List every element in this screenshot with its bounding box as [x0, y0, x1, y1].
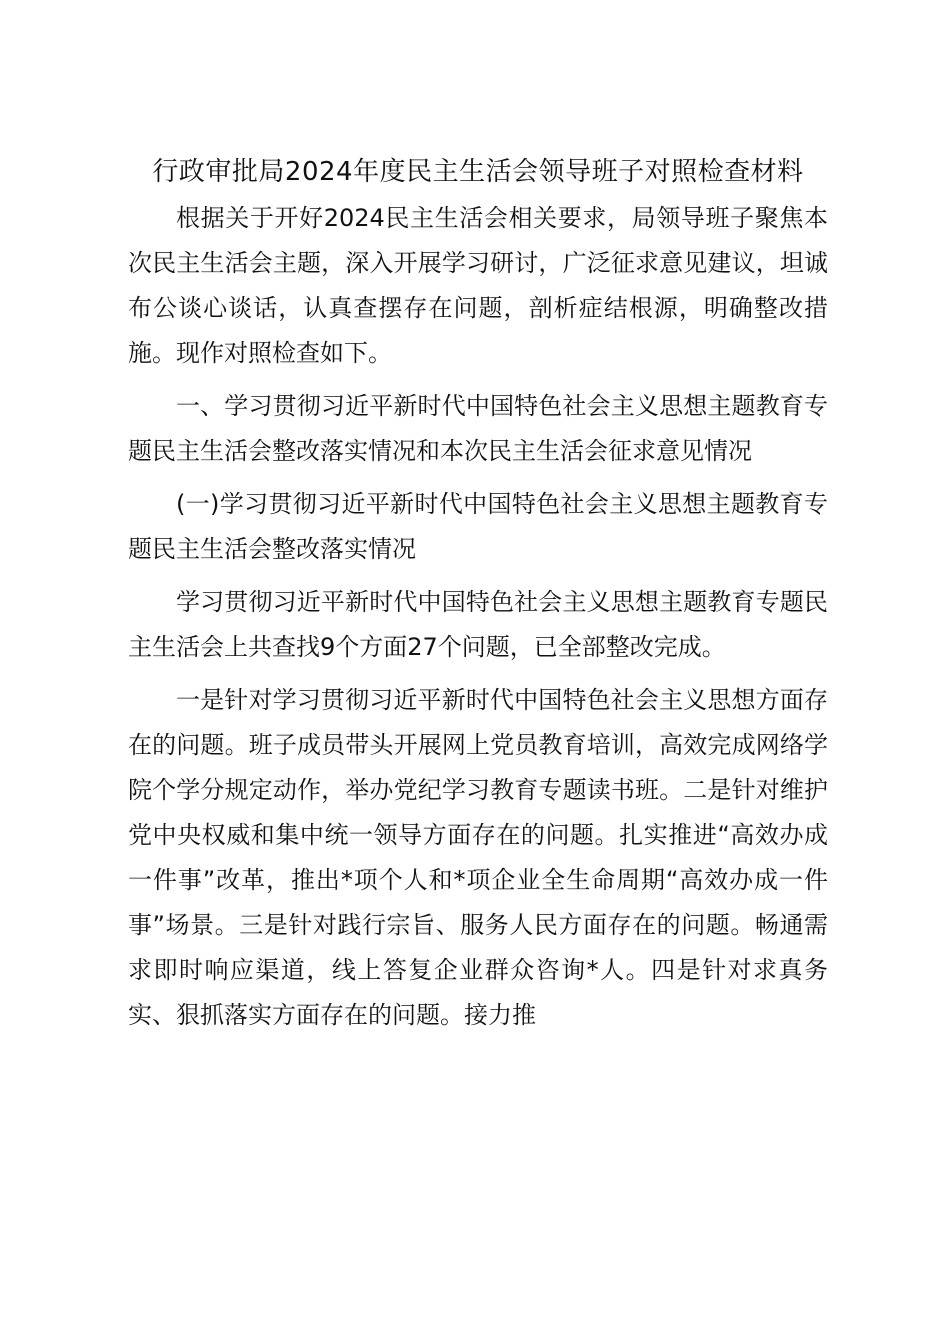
- document-body: [128, 150, 828, 1038]
- section-heading-1: 一、学习贯彻习近平新时代中国特色社会主义思想主题教育专题民主生活会整改落实情况和本次民主生活会征求意见情况: [128, 392, 828, 465]
- document-title: 行政审批局2024年度民主生活会领导班子对照检查材料: [152, 157, 804, 187]
- intro-paragraph: 根据关于开好2024民主生活会相关要求，局领导班子聚焦本次民主生活会主题，深入开展学习研讨，广泛征求意见建议，坦诚布公谈心谈话，认真查摆存在问题，剖析症结根源，明确整改措施。现作对照检查如下。: [128, 204, 828, 367]
- summary-paragraph: 学习贯彻习近平新时代中国特色社会主义思想主题教育专题民主生活会上共查找9个方面27个问题，已全部整改完成。: [128, 588, 828, 661]
- detail-paragraph: 一是针对学习贯彻习近平新时代中国特色社会主义思想方面存在的问题。班子成员带头开展网上党员教育培训，高效完成网络学院个学分规定动作，举办党纪学习教育专题读书班。二是针对维护党中央权威和集中统一领导方面存在的问题。扎实推进“高效办成一件事”改革，推出*项个人和*项企业全生命周期“高效办成一件事”场景。三是针对践行宗旨、服务人民方面存在的问题。畅通需求即时响应渠道，线上答复企业群众咨询*人。四是针对求真务实、狠抓落实方面存在的问题。接力推: [128, 686, 828, 1029]
- subsection-heading-1: (一)学习贯彻习近平新时代中国特色社会主义思想主题教育专题民主生活会整改落实情况: [128, 490, 828, 563]
